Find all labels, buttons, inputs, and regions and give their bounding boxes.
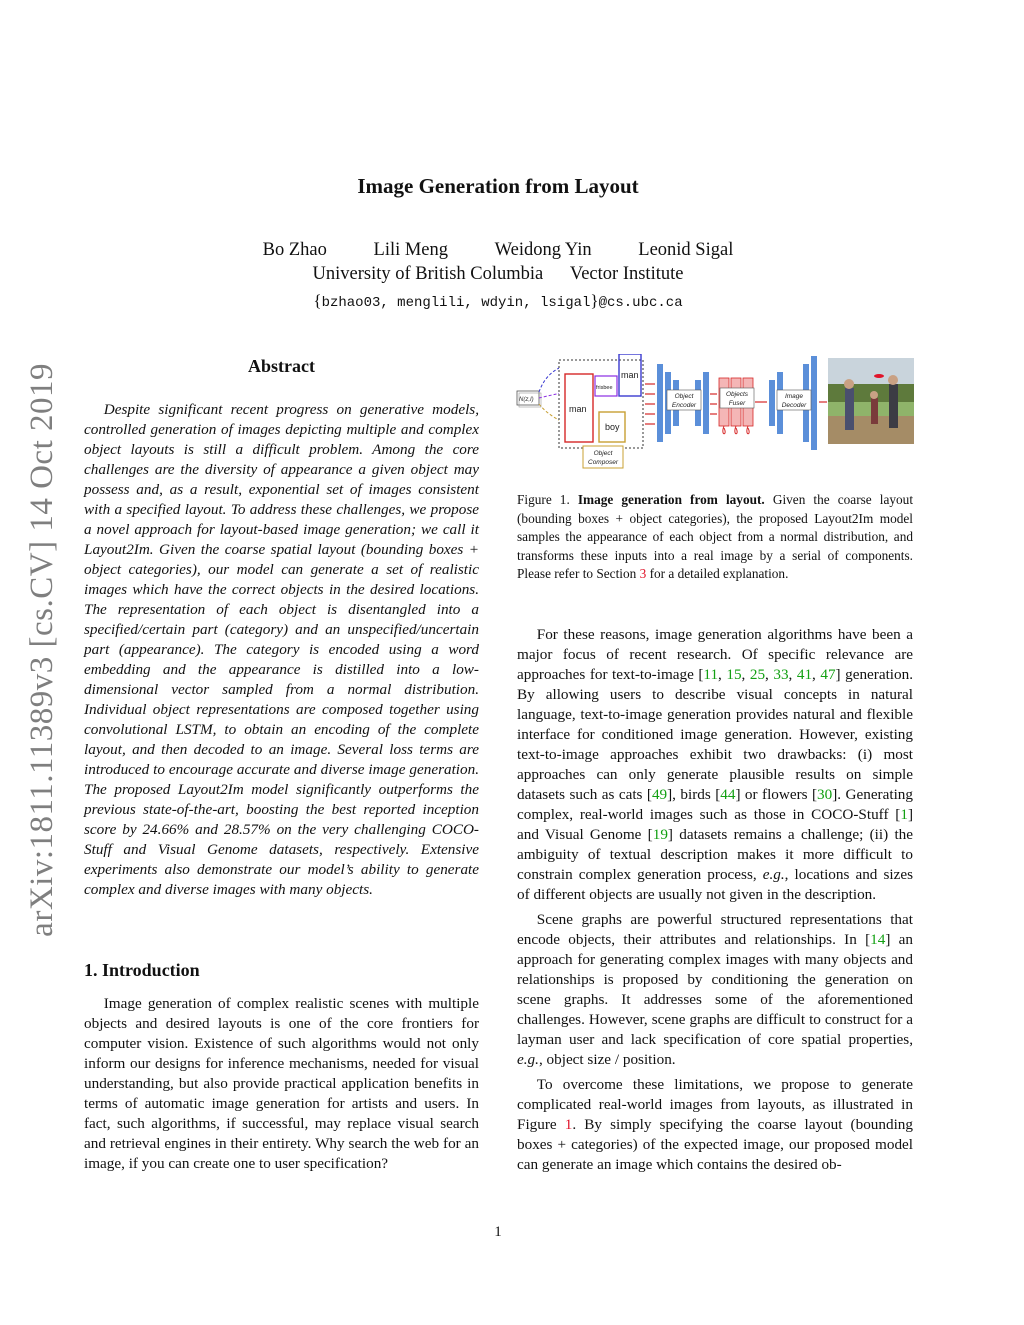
citation-link[interactable]: 1 <box>900 806 908 823</box>
citation-link[interactable]: 47 <box>820 666 836 683</box>
composer-label-1: Object <box>593 450 613 457</box>
man-left-label: man <box>569 404 587 414</box>
eg-abbrev: e.g. <box>517 1051 539 1068</box>
text-run: , locations and sizes of different objects are usually not given in the description. <box>517 866 913 903</box>
email-brace-open: { <box>313 291 322 310</box>
text-run: , <box>741 666 750 683</box>
citation-link[interactable]: 30 <box>817 786 833 803</box>
encoder-label-2: Encoder <box>671 402 697 409</box>
caption-end: for a detailed explanation. <box>646 566 789 581</box>
decoder-label-2: Decoder <box>781 402 807 409</box>
decoder-label-1: Image <box>784 393 804 400</box>
boy-label: boy <box>605 422 620 432</box>
right-column-body <box>517 625 913 1175</box>
author-name: Lili Meng <box>373 240 449 260</box>
email-domain: @cs.ubc.ca <box>598 295 683 311</box>
citation-link[interactable]: 33 <box>773 666 789 683</box>
eg-abbrev: e.g. <box>762 866 785 883</box>
text-run: , <box>788 666 797 683</box>
affiliation: Vector Institute <box>569 264 684 284</box>
text-run: , <box>812 666 821 683</box>
abstract-heading: Abstract <box>248 356 315 376</box>
noise-label: N(z,I) <box>519 397 534 403</box>
email-handles: bzhao03, menglili, wdyin, lsigal <box>321 295 591 311</box>
text-run: ] generation. By allowing users to describe visual concepts in natural language, text-to-image generation provides natural and flexible interface for conditioned image generation. However, existing text-to-image approaches exhibit two drawbacks: (i) most approaches can only generate plausible results on simple datasets such as cats [ <box>517 666 914 803</box>
text-run: , object size / position. <box>538 1051 676 1068</box>
intro-paragraph-4 <box>517 1075 913 1175</box>
affiliation-list <box>0 264 996 285</box>
generated-image <box>828 358 914 444</box>
email-brace-close: } <box>590 291 599 310</box>
introduction-body <box>84 994 479 1174</box>
affiliation: University of British Columbia <box>312 264 544 284</box>
man-top-label: man <box>621 370 639 380</box>
citation-link[interactable]: 14 <box>870 931 886 948</box>
text-run: , <box>718 666 727 683</box>
citation-link[interactable]: 11 <box>703 666 719 683</box>
abstract-body <box>84 400 479 900</box>
caption-label: Figure 1. <box>517 492 570 507</box>
caption-bold-title: Image generation from layout. <box>577 492 765 507</box>
author-list <box>0 240 996 261</box>
figure-1-diagram <box>515 354 915 472</box>
author-name: Bo Zhao <box>262 240 327 260</box>
text-run: . By simply specifying the coarse layout (bounding boxes + categories) of the expected image, our proposed model can generate an image which contains the desired ob- <box>517 1116 913 1173</box>
loop-arrow <box>747 426 749 434</box>
text-run: ] or flowers [ <box>735 786 818 803</box>
encoder-block <box>703 372 709 434</box>
encoder-block <box>657 364 663 442</box>
author-emails[interactable] <box>0 291 996 311</box>
section-ref-link[interactable]: 3 <box>639 566 647 581</box>
decoder-block <box>769 380 775 426</box>
text-run: ] and Visual Genome [ <box>517 806 913 843</box>
citation-link[interactable]: 49 <box>651 786 668 803</box>
introduction-heading: 1. Introduction <box>84 960 200 980</box>
citation-link[interactable]: 25 <box>749 666 766 683</box>
decoder-block <box>811 356 817 450</box>
caption-text: Given the coarse layout (bounding boxes + object categories), the proposed Layout2Im model samples the appearance of each object from a normal distribution, and transforms these inputs into a real image by a serial of components. Please refer to Section <box>517 492 914 581</box>
encoder-label-1: Object <box>674 393 694 400</box>
text-run: Scene graphs are powerful structured representations that encode objects, their attributes and relationships. In [ <box>517 911 913 948</box>
figure-1-caption <box>517 491 913 584</box>
intro-paragraph-3 <box>517 910 913 1070</box>
intro-paragraph-2 <box>517 625 913 905</box>
text-run: For these reasons, image generation algorithms have been a major focus of recent research. Of specific relevance are approaches for text-to-image [ <box>517 626 913 683</box>
citation-link[interactable]: 41 <box>796 666 813 683</box>
citation-link[interactable]: 44 <box>720 786 736 803</box>
text-run: ] datasets remains a challenge; (ii) the ambiguity of textual description makes it more difficult to constrain complex generation process, <box>517 826 913 883</box>
author-name: Leonid Sigal <box>638 240 734 260</box>
page-number: 1 <box>494 1224 502 1240</box>
text-run: ] an approach for generating complex images with many objects and relationships is proposed by conditioning the generation on scene graphs. It addresses some of the aforementioned challenges. However, scene graphs are difficult to construct for a layman user and lack specification of core spatial properties, <box>517 931 913 1048</box>
fuser-label-2: Fuser <box>728 400 746 407</box>
citation-link[interactable]: 19 <box>652 826 668 843</box>
intro-paragraph-1: Image generation of complex realistic scenes with multiple objects and desired layouts is one of the core frontiers for computer vision. Existence of such algorithms would not only inform our designs for inference mechanisms, needed for visual understanding, but also provide practical application benefits in terms of automatic image generation for artists and users. In fact, such algorithms, if successful, may replace visual search and retrieval engines in their entirety. Why search the web for an image, if you can create one to user specification? <box>84 995 479 1172</box>
composer-label-2: Composer <box>588 459 618 466</box>
loop-arrow <box>723 426 725 434</box>
arxiv-id: arXiv:1811.11389v3 [cs.CV] 14 Oct 2019 <box>23 363 60 937</box>
abstract-text: Despite significant recent progress on generative models, controlled generation of images depicting multiple and complex object layouts is still a difficult problem. Among the core challenges are the diversity of appearance a given object may possess and, as a result, exponential set of images consistent with a specified layout. To address these challenges, we propose a novel approach for layout-based image generation; we call it Layout2Im. Given the coarse spatial layout (bounding boxes + object categories), our model can generate a set of realistic images which have the correct objects in the desired locations. The representation of each object is disentangled into a specified/certain part (category) and an unspecified/uncertain part (appearance). The category is encoded using a word embedding and the appearance is distilled into a low-dimensional vector sampled from a normal distribution. Individual object representations are composed together using convolutional LSTM, to obtain an encoding of the complete layout, and then decoded to an image. Several loss terms are introduced to encourage accurate and diverse image generation. The proposed Layout2Im model significantly outperforms the previous state-of-the-art, boosting the best reported inception score by 24.66% and 28.57% on the very challenging COCO-Stuff and Visual Genome datasets, respectively. Extensive experiments also demonstrate our model’s ability to generate complex and diverse images with many objects. <box>84 401 479 898</box>
author-name: Weidong Yin <box>494 240 592 260</box>
loop-arrow <box>735 426 737 434</box>
frisbee-label: frisbee <box>596 385 613 391</box>
text-run: , <box>765 666 774 683</box>
arxiv-stamp <box>18 355 66 945</box>
paper-title: Image Generation from Layout <box>357 174 639 198</box>
text-run: ]. Generating complex, real-world images such as those in COCO-Stuff [ <box>517 786 913 823</box>
text-run: To overcome these limitations, we propose to generate complicated real-world images from layouts, as illustrated in Figure <box>517 1076 913 1133</box>
fuser-label-1: Objects <box>725 391 749 398</box>
citation-link[interactable]: 15 <box>726 666 742 683</box>
text-run: ], birds [ <box>667 786 721 803</box>
figure-ref-link[interactable]: 1 <box>564 1116 573 1133</box>
